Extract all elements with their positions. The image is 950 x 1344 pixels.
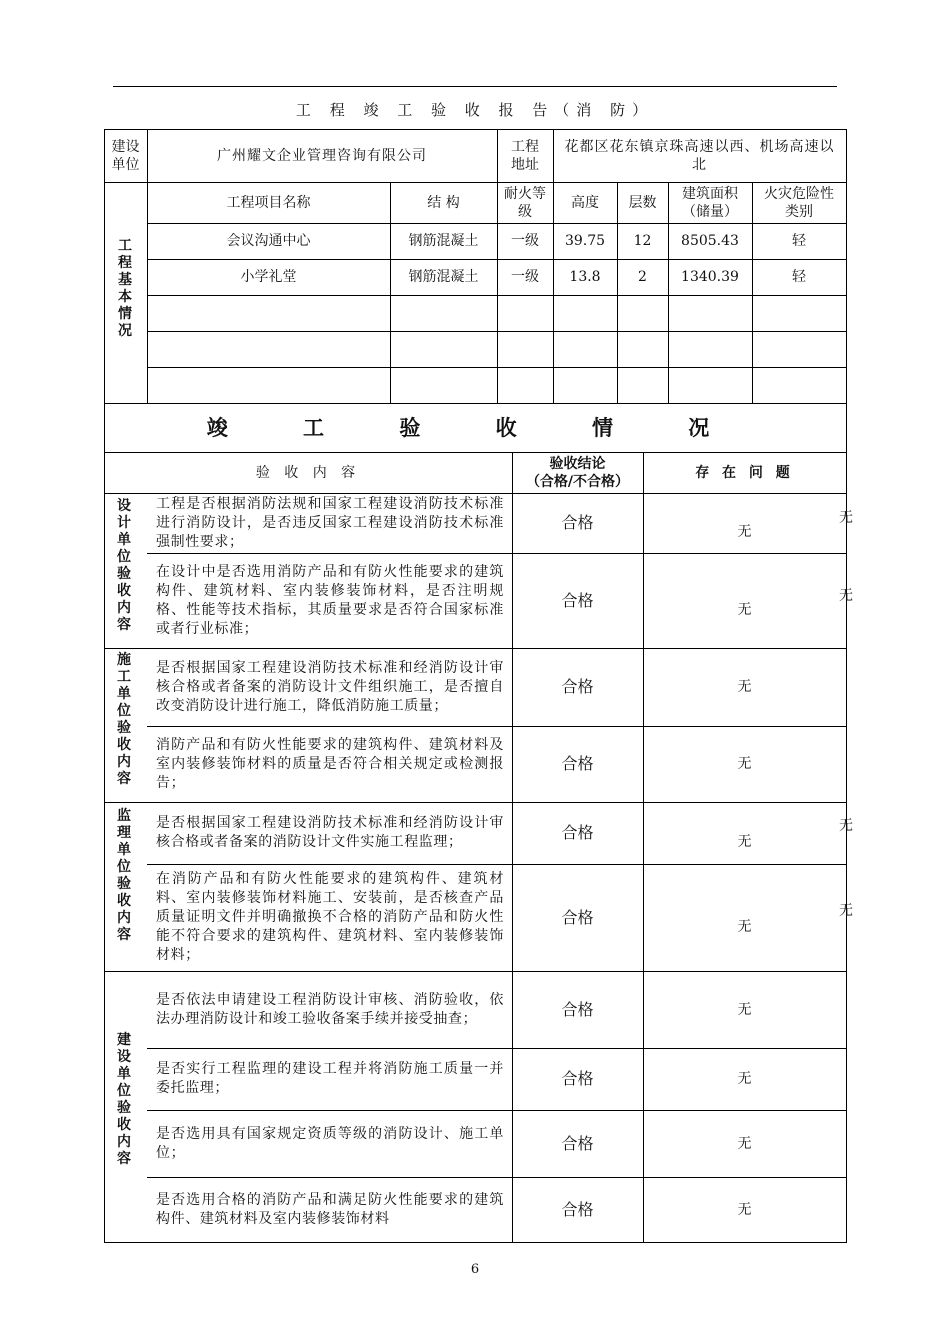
acceptance-result: 合格: [561, 1069, 594, 1088]
basic-info-label: 工程基本情况: [118, 238, 132, 339]
acceptance-issue: 无: [737, 1001, 752, 1018]
basic-column-header: 建筑面积（储量）: [682, 185, 738, 220]
acceptance-issue: 无: [737, 679, 752, 695]
acceptance-item-text: [156, 971, 504, 1048]
acceptance-item-content: 是否根据国家工程建设消防技术标准和经消防设计审核合格或者备案的消防设计文件实施工程监理；: [156, 815, 504, 850]
acceptance-result: 合格: [561, 999, 594, 1019]
group-label: 设计单位验收内容: [117, 498, 131, 633]
basic-table-cell: 一级: [511, 233, 539, 249]
acceptance-item-content: 是否实行工程监理的建设工程并将消防施工质量一并委托监理；: [156, 1061, 504, 1096]
basic-table-cell: 1340.39: [681, 269, 739, 285]
acceptance-item-text: [156, 493, 504, 553]
basic-column-header: 工程项目名称: [226, 194, 311, 211]
basic-column-header: 耐火等级: [504, 185, 546, 220]
acceptance-issue: 无: [737, 524, 752, 540]
address-label: 工程地址: [511, 138, 539, 173]
margin-mark: 无: [839, 818, 853, 834]
acceptance-result: 合格: [561, 907, 594, 927]
acceptance-item-text: [156, 1110, 504, 1177]
table-left-border: [104, 129, 105, 1243]
table-right-border: [846, 129, 847, 1243]
margin-mark: 无: [839, 588, 853, 604]
group-label: 建设单位验收内容: [117, 1032, 131, 1167]
conclusion-header-line1: 验收结论: [549, 455, 606, 472]
acceptance-result: 合格: [561, 513, 594, 532]
acceptance-item-content: 工程是否根据消防法规和国家工程建设消防技术标准进行消防设计，是否违反国家工程建设消防技术标准强制性要求；: [156, 495, 504, 550]
basic-table-cell: 轻: [792, 233, 806, 249]
acceptance-item-text: [156, 553, 504, 648]
basic-table-cell: 39.75: [564, 233, 606, 249]
acceptance-item-text: [156, 802, 504, 864]
address-value: 花都区花东镇京珠高速以西、机场高速以北: [564, 138, 835, 173]
basic-table-cell: 钢筋混凝土: [408, 233, 479, 249]
acceptance-result: 合格: [561, 754, 594, 773]
basic-table-cell: 会议沟通中心: [226, 233, 311, 249]
acceptance-heading: 竣 工 验 收 情 况: [206, 414, 744, 440]
acceptance-item-text: [156, 1048, 504, 1110]
basic-table-cell: 一级: [511, 269, 539, 285]
acceptance-result: 合格: [561, 823, 594, 842]
top-rule: [113, 86, 837, 87]
acceptance-item-text: [156, 1177, 504, 1242]
content-column-header: 验 收 内 容: [255, 464, 361, 481]
basic-column-header: 结 构: [427, 194, 460, 211]
unit-value: 广州耀文企业管理咨询有限公司: [217, 147, 427, 164]
acceptance-result: 合格: [561, 1199, 594, 1219]
unit-label: 建设单位: [111, 138, 140, 173]
page-number: 6: [470, 1262, 480, 1277]
acceptance-item-text: [156, 648, 504, 726]
issues-column-header: 存 在 问 题: [695, 464, 794, 481]
acceptance-issue: 无: [737, 1201, 752, 1218]
margin-mark: 无: [839, 510, 853, 526]
basic-table-cell: 小学礼堂: [240, 269, 297, 285]
acceptance-result: 合格: [561, 1133, 594, 1153]
margin-mark: 无: [839, 903, 853, 919]
acceptance-item-content: 在设计中是否选用消防产品和有防火性能要求的建筑构件、建筑材料、室内装修装饰材料，是否注明规格、性能等技术指标，其质量要求是否符合国家标准或者行业标准；: [156, 563, 504, 637]
acceptance-issue: 无: [737, 834, 752, 850]
acceptance-item-content: 是否选用合格的消防产品和满足防火性能要求的建筑构件、建筑材料及室内装修装饰材料: [156, 1191, 504, 1227]
table-bottom-border: [104, 1242, 847, 1243]
acceptance-item-text: [156, 864, 504, 971]
conclusion-column-header: [512, 452, 643, 493]
basic-table-cell: 12: [633, 233, 652, 249]
acceptance-issue: 无: [737, 756, 752, 772]
acceptance-item-content: 是否选用具有国家规定资质等级的消防设计、施工单位；: [156, 1125, 504, 1161]
basic-table-cell: 钢筋混凝土: [408, 269, 479, 285]
basic-table-cell: 轻: [792, 269, 806, 285]
acceptance-item-content: 是否根据国家工程建设消防技术标准和经消防设计审核合格或者备案的消防设计文件组织施工，是否擅自改变消防设计进行施工，降低消防施工质量；: [156, 659, 504, 714]
basic-table-cell: 13.8: [569, 269, 601, 285]
basic-column-header: 高度: [571, 194, 599, 211]
conclusion-header-line2: （合格/不合格）: [525, 473, 630, 490]
basic-column-header: 层数: [628, 194, 657, 211]
basic-column-header: 火灾危险性类别: [764, 185, 834, 220]
acceptance-item-content: 消防产品和有防火性能要求的建筑构件、建筑材料及室内装修装饰材料的质量是否符合相关规定或检测报告；: [156, 736, 504, 791]
basic-table-cell: 8505.43: [681, 233, 739, 249]
acceptance-item-content: 是否依法申请建设工程消防设计审核、消防验收，依法办理消防设计和竣工验收备案手续并接受抽查；: [156, 991, 504, 1027]
acceptance-issue: 无: [737, 1135, 752, 1152]
acceptance-issue: 无: [737, 918, 752, 935]
report-title: 工 程 竣 工 验 收 报 告（消 防）: [295, 101, 655, 119]
acceptance-result: 合格: [561, 677, 594, 696]
acceptance-issue: 无: [737, 601, 752, 618]
acceptance-item-text: [156, 726, 504, 802]
acceptance-result: 合格: [561, 590, 594, 610]
basic-table-cell: 2: [638, 269, 647, 285]
acceptance-item-content: 在消防产品和有防火性能要求的建筑构件、建筑材料、室内装修装饰材料施工、安装前，是否核查产品质量证明文件并明确撤换不合格的消防产品和防火性能不符合要求的建筑构件、建筑材料、室内装修装饰材料；: [156, 871, 504, 963]
acceptance-issue: 无: [737, 1071, 752, 1087]
group-label: 施工单位验收内容: [117, 652, 131, 787]
group-label: 监理单位验收内容: [117, 808, 131, 943]
